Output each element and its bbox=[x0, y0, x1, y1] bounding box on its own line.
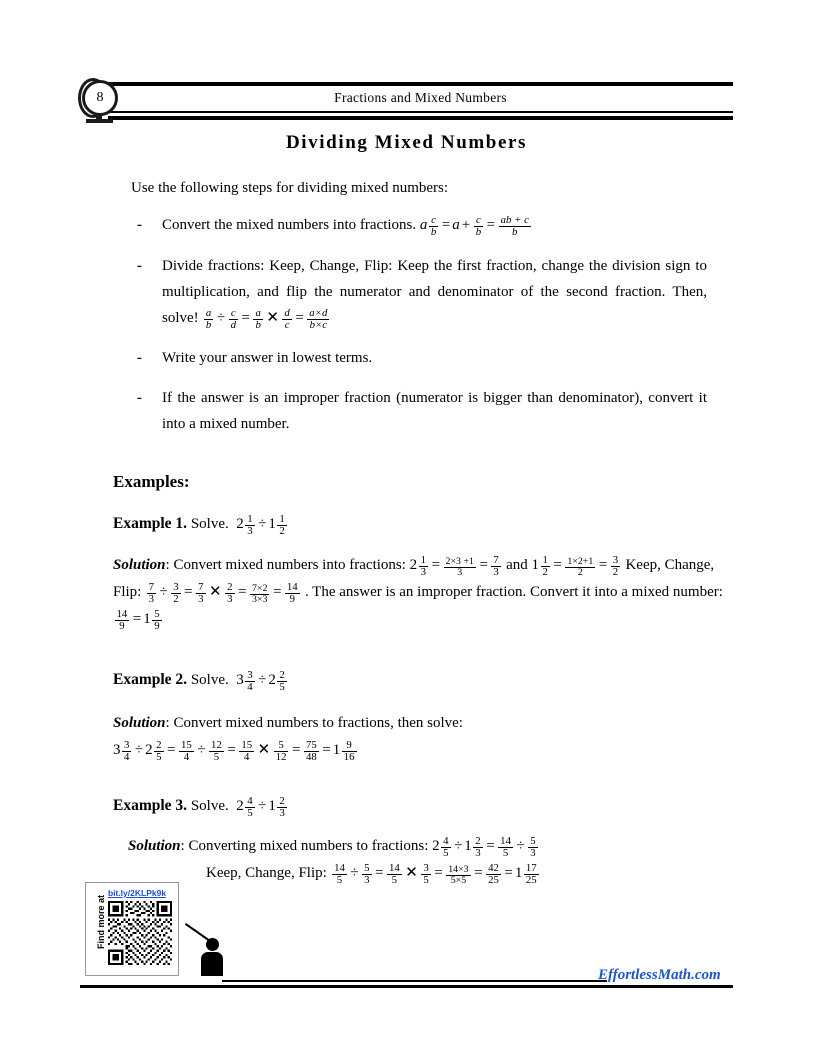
example-1-line-2: $\frac{7}{3}$ ÷ $\frac{3}{2}$ = $\frac{7}{3}$ ✕ $\frac{2}{3}$ = $\frac{7\times 2}{3\times 3}$ = $\frac{14}{9}$ bbox=[148, 580, 298, 606]
bullet-dash: - bbox=[137, 390, 142, 407]
qr-side-label: Find more at bbox=[96, 895, 106, 950]
example-1-label: Example 1. bbox=[113, 515, 188, 533]
step-formula: a $\frac{c}{b}$ = a + $\frac{c}{b}$ = $\frac{ab + c}{b}$ bbox=[419, 213, 529, 239]
bullet-dash: - bbox=[137, 217, 142, 233]
solution-lead: : Convert mixed numbers into fractions: bbox=[165, 557, 406, 573]
step-formula: $\frac{a}{b}$ ÷ $\frac{c}{d}$ = $\frac{a}{b}$ ✕ $\frac{d}{c}$ = $\frac{a\times d}{b\times c}$ bbox=[205, 306, 328, 331]
footer-rule bbox=[80, 985, 733, 988]
example-3-label: Example 3. bbox=[113, 797, 188, 815]
qr-code-icon[interactable] bbox=[108, 901, 172, 965]
example-1-prompt: Solve. bbox=[190, 516, 229, 533]
teacher-figure-icon bbox=[192, 930, 232, 980]
example-3-line-2-lead: Keep, Change, Flip: bbox=[206, 865, 327, 881]
step-item bbox=[137, 345, 707, 371]
qr-promo-box[interactable] bbox=[85, 882, 179, 976]
footer-brand[interactable]: EffortlessMath.com bbox=[598, 967, 721, 983]
example-1-line-3: $\frac{14}{9}$ = 1 $\frac{5}{9}$ bbox=[116, 607, 160, 633]
examples-heading: Examples: bbox=[113, 472, 190, 491]
example-3-line-2: $\frac{14}{5}$ ÷ $\frac{5}{3}$ = $\frac{14}{5}$ ✕ $\frac{3}{5}$ = $\frac{14\times 3}{5\times 5}$ = $\frac{42}{25}$ = 1 $\frac{17}{25}$ bbox=[334, 861, 537, 887]
example-1-problem: 2 $\frac{1}{3}$ ÷ 1 $\frac{1}{2}$ bbox=[232, 513, 285, 538]
step-text: If the answer is an improper fraction (numerator is bigger than denominator), convert it into a mixed number. bbox=[162, 390, 707, 433]
example-1-line-2-tail: . The answer is an improper fraction. bbox=[304, 584, 527, 600]
example-2-problem: 3 $\frac{3}{4}$ ÷ 2 $\frac{2}{5}$ bbox=[232, 669, 285, 694]
globe-base-icon bbox=[86, 119, 113, 123]
step-item bbox=[137, 385, 707, 437]
header-rule-top bbox=[108, 82, 733, 86]
solution-word: Solution bbox=[113, 715, 166, 731]
step-item bbox=[137, 212, 707, 239]
example-2-prompt: Solve. bbox=[190, 672, 229, 689]
example-3-solution bbox=[128, 833, 728, 887]
qr-link-text[interactable]: bit.ly/2KLPk9k bbox=[107, 888, 167, 898]
example-3-line-1: 2 $\frac{4}{5}$ ÷ 1 $\frac{2}{3}$ = $\frac{14}{5}$ ÷ $\frac{5}{3}$ bbox=[432, 834, 536, 860]
example-2-line-1: 3 $\frac{3}{4}$ ÷ 2 $\frac{2}{5}$ = $\frac{15}{4}$ ÷ $\frac{12}{5}$ = $\frac{15}{4}$ ✕ $\frac{5}{12}$ = $\frac{75}{48}$ = 1 $\frac{9}{16}$ bbox=[113, 738, 355, 764]
example-3-prompt: Solve. bbox=[190, 798, 229, 815]
example-1-line-3-lead: Convert it into a mixed number: bbox=[530, 584, 723, 600]
example-2-solution bbox=[113, 710, 733, 764]
step-item bbox=[137, 253, 707, 332]
footer-rule-thin bbox=[222, 980, 607, 982]
header-rule-mid bbox=[108, 111, 733, 113]
solution-word: Solution bbox=[128, 838, 181, 854]
example-3-line-2-row bbox=[128, 860, 728, 887]
page-header bbox=[80, 82, 733, 122]
intro-text: Use the following steps for dividing mixed numbers: bbox=[131, 180, 449, 196]
solution-lead: : Converting mixed numbers to fractions: bbox=[180, 838, 429, 854]
step-text: Divide fractions: Keep, Change, Flip: Keep the first fraction, change the division sign to multiplication, and flip the numerator and denominator of the second fraction. Then, solve! bbox=[162, 257, 707, 326]
solution-lead: : Convert mixed numbers to fractions, then solve: bbox=[165, 715, 463, 731]
solution-word: Solution bbox=[113, 557, 166, 573]
page-number: 8 bbox=[96, 90, 104, 105]
bullet-dash: - bbox=[137, 350, 142, 367]
example-3-title bbox=[113, 796, 288, 820]
example-3-problem: 2 $\frac{4}{5}$ ÷ 1 $\frac{2}{3}$ bbox=[232, 795, 285, 820]
example-1-title bbox=[113, 514, 288, 538]
teacher-pointer-icon bbox=[185, 923, 211, 942]
example-1-line-2-lead: Keep, Change, Flip: bbox=[113, 557, 715, 600]
example-1-solution bbox=[113, 552, 733, 633]
example-1-line-1: 2 $\frac{1}{3}$ = $\frac{2\times 3 +1}{3}$ = $\frac{7}{3}$ and 1 $\frac{1}{2}$ = $\frac{1\times 2+1}{2}$ = $\frac{3}{2}$ bbox=[409, 553, 619, 579]
teacher-body-icon bbox=[201, 952, 223, 976]
step-text: Convert the mixed numbers into fractions. bbox=[162, 217, 417, 233]
running-title: Fractions and Mixed Numbers bbox=[334, 90, 507, 105]
teacher-head-icon bbox=[206, 938, 219, 951]
bullet-dash: - bbox=[137, 257, 142, 274]
example-2-title bbox=[113, 670, 288, 694]
globe-page-badge-icon bbox=[80, 80, 126, 126]
header-rule-bottom bbox=[108, 116, 733, 120]
page-title: Dividing Mixed Numbers bbox=[285, 132, 528, 153]
example-2-label: Example 2. bbox=[113, 671, 188, 689]
steps-list bbox=[137, 212, 707, 451]
step-text: Write your answer in lowest terms. bbox=[162, 350, 373, 367]
